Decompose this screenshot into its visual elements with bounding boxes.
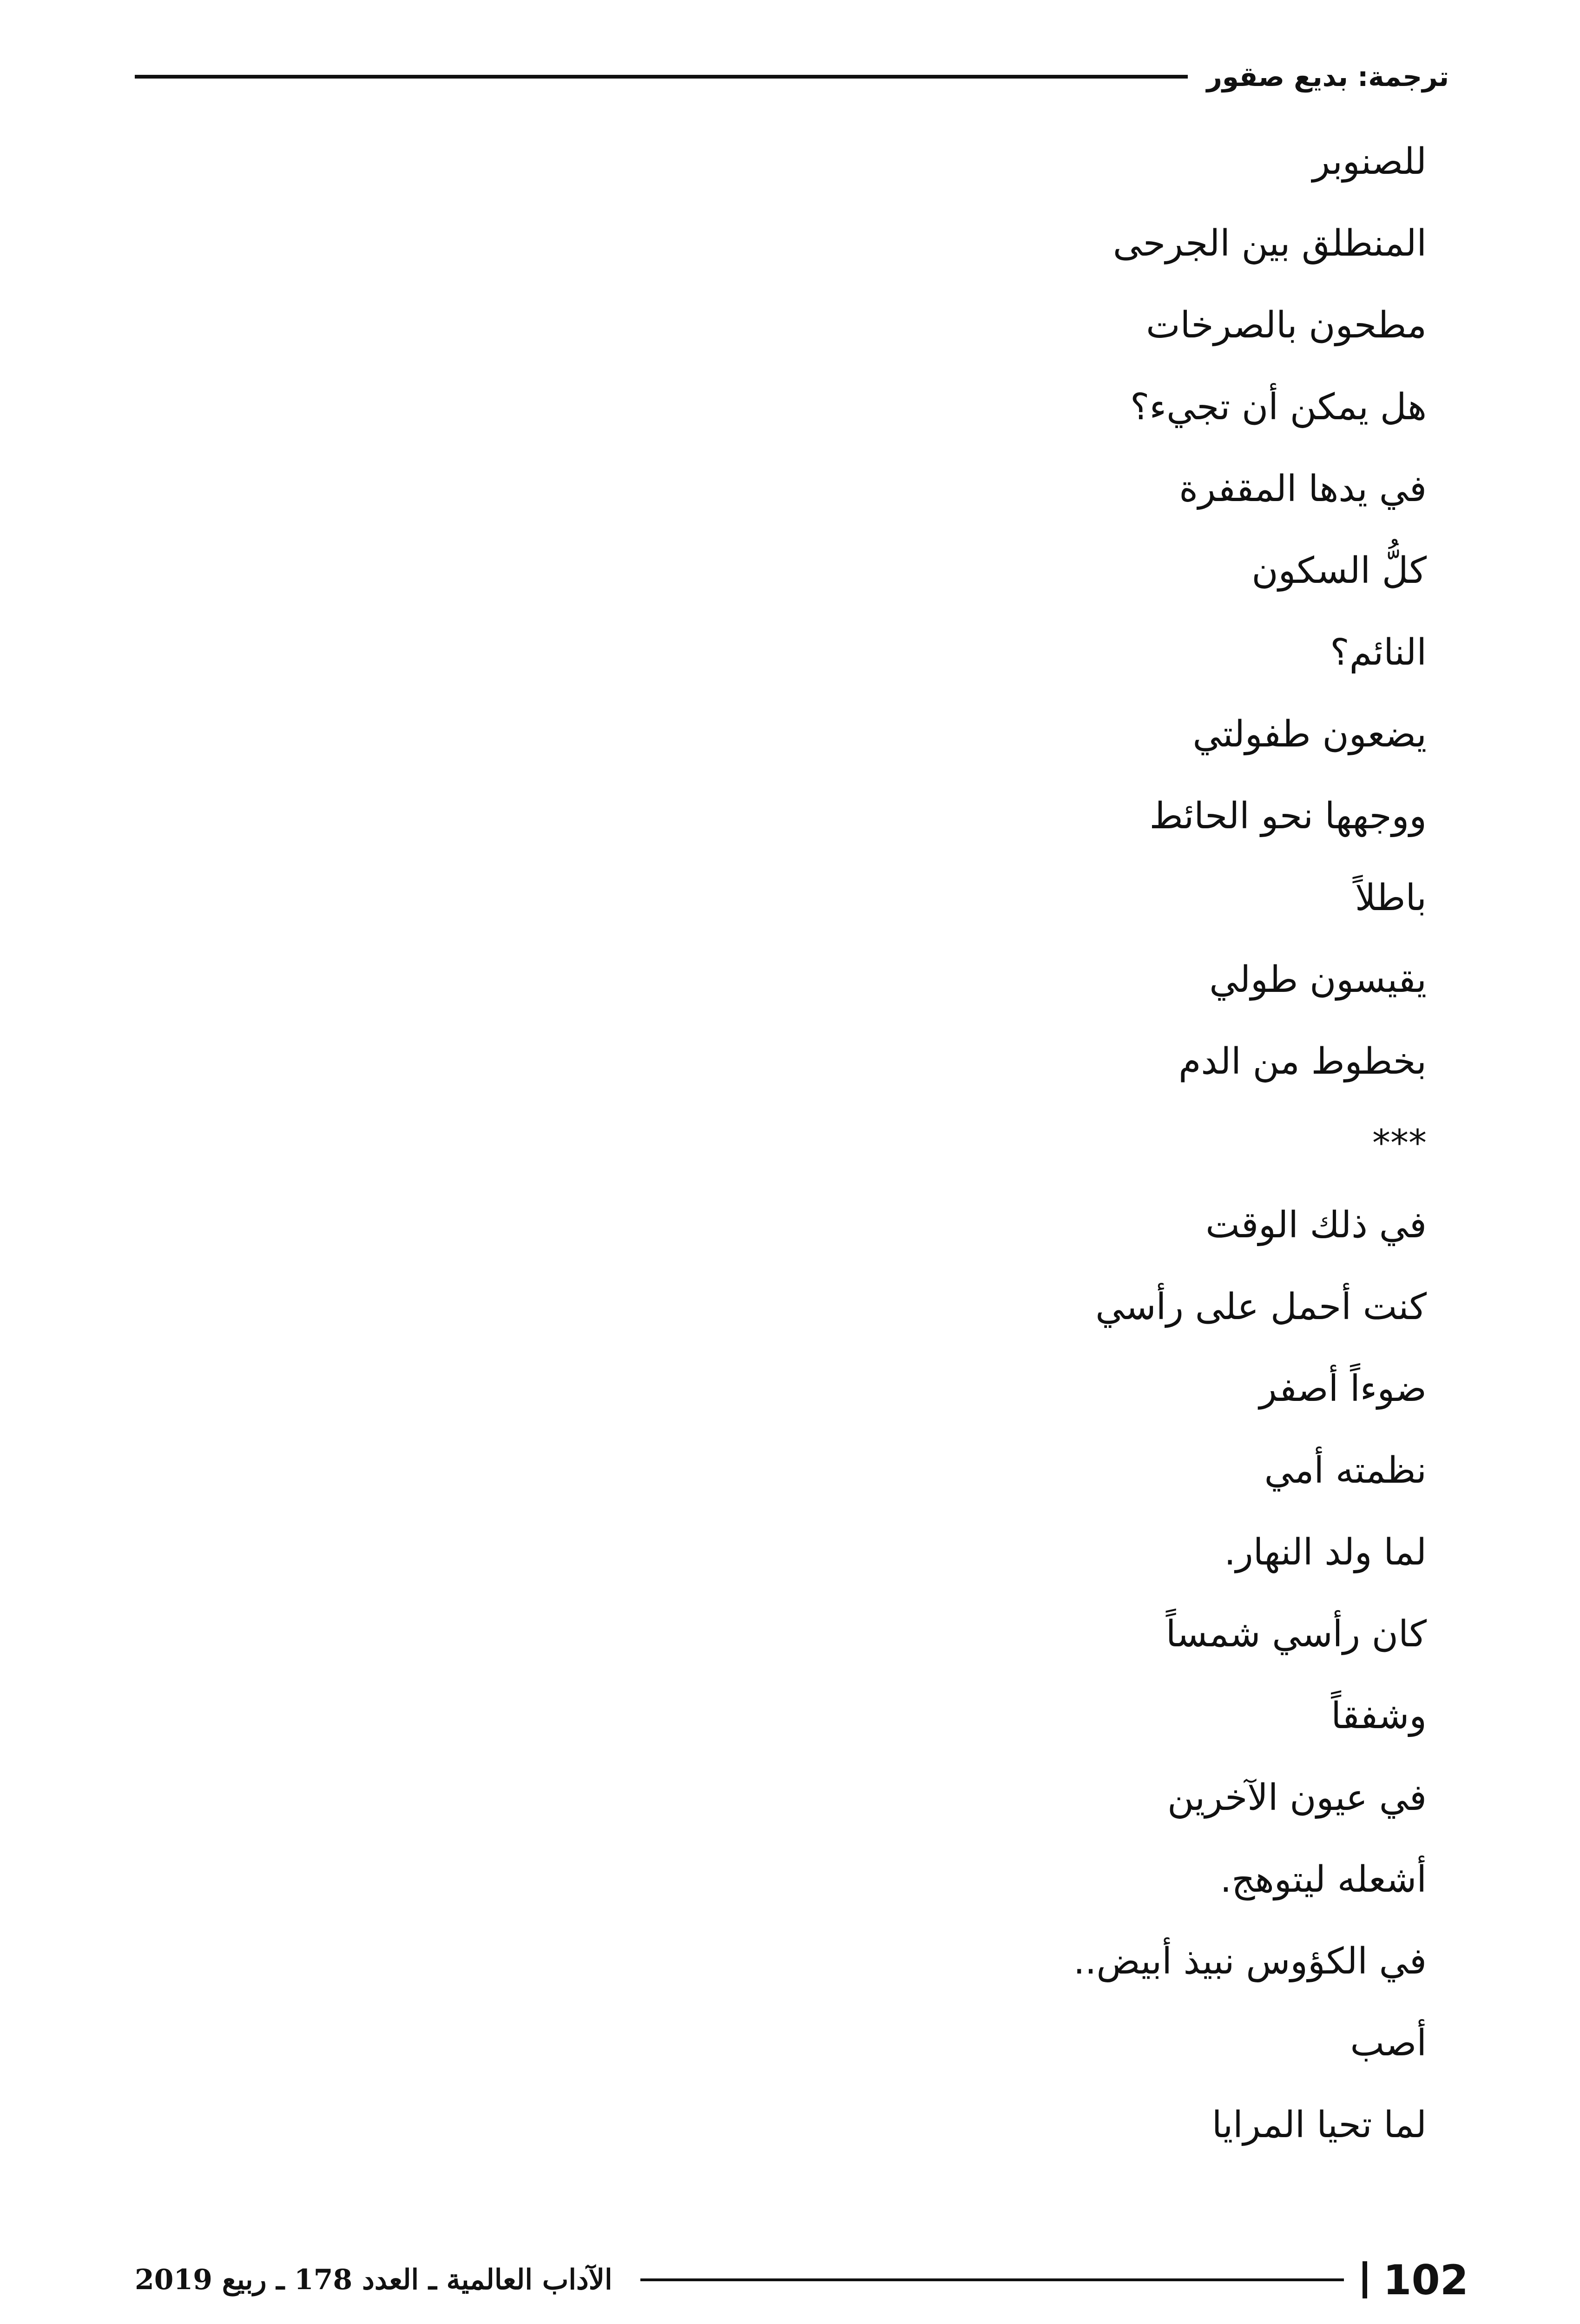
poem-line: كان رأسي شمساً: [1165, 1613, 1427, 1655]
poem-line: أشعله ليتوهج.: [1220, 1859, 1427, 1901]
page-number: 102: [1383, 2256, 1468, 2304]
poem-line: لما تحيا المرايا: [1211, 2104, 1427, 2146]
poem-body: [404, 121, 1427, 2166]
poem-line: لما ولد النهار.: [1224, 1532, 1427, 1573]
page-footer: [135, 2254, 1468, 2305]
poem-line: أصب: [1350, 2022, 1427, 2064]
footer-rule: [640, 2278, 1344, 2281]
poem-line: النائم؟: [1330, 632, 1427, 673]
poem-line: مطحون بالصرخات: [1146, 304, 1427, 346]
poem-line: بخطوط من الدم: [1178, 1041, 1427, 1083]
poem-line: كلُّ السكون: [1251, 550, 1427, 592]
poem-line: يضعون طفولتي: [1192, 713, 1427, 755]
page-header: [135, 56, 1449, 98]
translator-credit: ترجمة: بديع صقور: [1206, 61, 1449, 92]
journal-issue-info: الآداب العالمية ـ العدد 178 ـ ربيع 2019: [135, 2264, 612, 2296]
poem-line: ضوءاً أصفر: [1259, 1368, 1427, 1410]
poem-line: وشفقاً: [1331, 1695, 1427, 1737]
section-separator: ***: [1372, 1122, 1427, 1164]
poem-line: في ذلك الوقت: [1205, 1204, 1427, 1246]
footer-divider: [1363, 2261, 1367, 2298]
poem-line: يقيسون طولي: [1209, 959, 1427, 1001]
poem-line: ووجهها نحو الحائط: [1149, 795, 1427, 837]
poem-line: كنت أحمل على رأسي: [1095, 1286, 1427, 1328]
poem-line: في الكؤوس نبيذ أبيض..: [1073, 1941, 1427, 1982]
poem-line: في يدها المقفرة: [1179, 468, 1427, 510]
poem-line: هل يمكن أن تجيء؟: [1130, 386, 1427, 428]
poem-line: للصنوبر: [1312, 141, 1427, 183]
poem-line: نظمته أمي: [1264, 1450, 1427, 1492]
poem-line: في عيون الآخرين: [1167, 1777, 1427, 1819]
poem-line: المنطلق بين الجرحى: [1113, 223, 1427, 264]
header-rule: [135, 75, 1188, 79]
poem-line: باطلاً: [1355, 877, 1427, 919]
